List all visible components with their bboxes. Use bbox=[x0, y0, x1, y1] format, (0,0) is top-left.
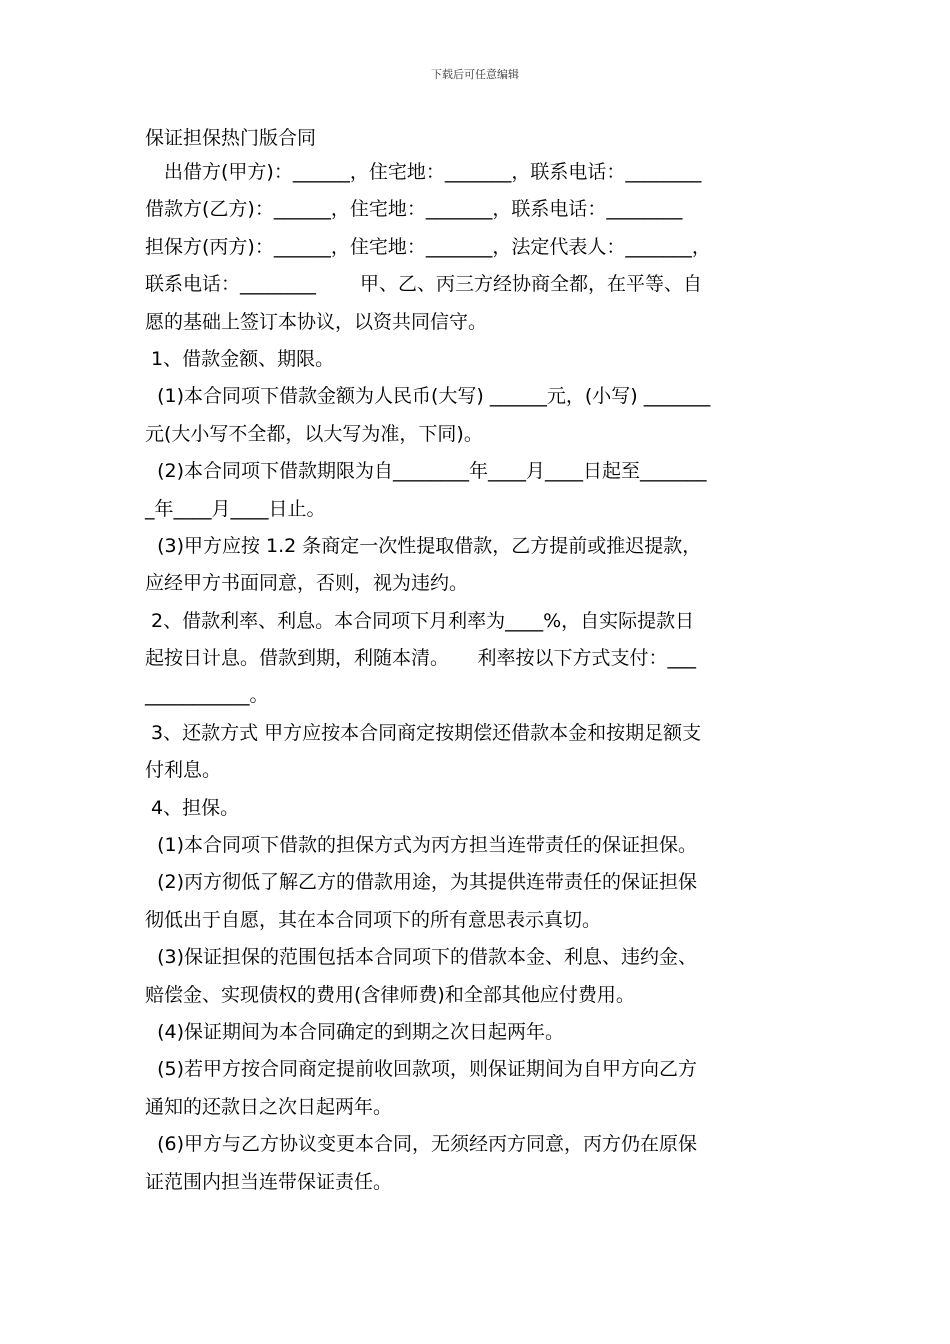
page-header: 下载后可任意编辑 bbox=[431, 68, 519, 81]
clause-4-6-line-2: 证范围内担当连带保证责任。 bbox=[145, 1170, 393, 1193]
clause-1-1-line-1: (1)本合同项下借款金额为人民币(大写) ______元，(小写) _______ bbox=[145, 385, 711, 408]
clause-4-2-line-1: (2)丙方彻低了解乙方的借款用途，为其提供连带责任的保证担保 bbox=[145, 871, 697, 894]
section-1-heading: 1、借款金额、期限。 bbox=[145, 347, 335, 370]
clause-1-2-line-2: _年____月____日止。 bbox=[145, 497, 326, 520]
party-a-line: 出借方(甲方)：______，住宅地：_______，联系电话：________ bbox=[145, 161, 702, 183]
agreement-intro-line: 愿的基础上签订本协议，以资共同信守。 bbox=[145, 310, 488, 333]
clause-4-3-line-2: 赔偿金、实现债权的费用(含律师费)和全部其他应付费用。 bbox=[145, 983, 635, 1006]
party-c-phone-line: 联系电话：________ 甲、乙、丙三方经协商全都，在平等、自 bbox=[145, 273, 703, 296]
document-body bbox=[145, 122, 807, 1201]
clause-4-4-line: (4)保证期间为本合同确定的到期之次日起两年。 bbox=[145, 1020, 564, 1043]
section-4-heading: 4、担保。 bbox=[145, 796, 240, 819]
clause-1-2-line-1: (2)本合同项下借款期限为自________年____月____日起至_______ bbox=[145, 460, 707, 483]
section-3-line-2: 付利息。 bbox=[145, 759, 222, 782]
section-3-line-1: 3、还款方式 甲方应按本合同商定按期偿还借款本金和按期足额支 bbox=[145, 721, 702, 744]
section-2-line-3: ___________。 bbox=[145, 684, 269, 707]
clause-4-2-line-2: 彻低出于自愿，其在本合同项下的所有意思表示真切。 bbox=[145, 908, 602, 931]
clause-4-5-line-2: 通知的还款日之次日起两年。 bbox=[145, 1095, 393, 1118]
clause-4-6-line-1: (6)甲方与乙方协议变更本合同，无须经丙方同意，丙方仍在原保 bbox=[145, 1133, 697, 1156]
party-b-line: 借款方(乙方)：______，住宅地：_______，联系电话：________ bbox=[145, 198, 683, 221]
party-c-line: 担保方(丙方)：______，住宅地：_______，法定代表人：_______， bbox=[145, 235, 711, 258]
section-2-line-1: 2、借款利率、利息。本合同项下月利率为____%，自实际提款日 bbox=[145, 609, 695, 632]
clause-1-3-line-2: 应经甲方书面同意，否则，视为违约。 bbox=[145, 572, 469, 595]
section-2-line-2: 起按日计息。借款到期，利随本清。 利率按以下方式支付：___ bbox=[145, 647, 697, 670]
document-title: 保证担保热门版合同 bbox=[145, 127, 317, 149]
clause-4-5-line-1: (5)若甲方按合同商定提前收回款项，则保证期间为自甲方向乙方 bbox=[145, 1058, 697, 1081]
clause-1-1-line-2: 元(大小写不全都，以大写为准，下同)。 bbox=[145, 422, 483, 445]
clause-4-1-line: (1)本合同项下借款的担保方式为丙方担当连带责任的保证担保。 bbox=[145, 834, 697, 857]
clause-4-3-line-1: (3)保证担保的范围包括本合同项下的借款本金、利息、违约金、 bbox=[145, 946, 697, 969]
clause-1-3-line-1: (3)甲方应按 1.2 条商定一次性提取借款，乙方提前或推迟提款， bbox=[145, 534, 702, 557]
